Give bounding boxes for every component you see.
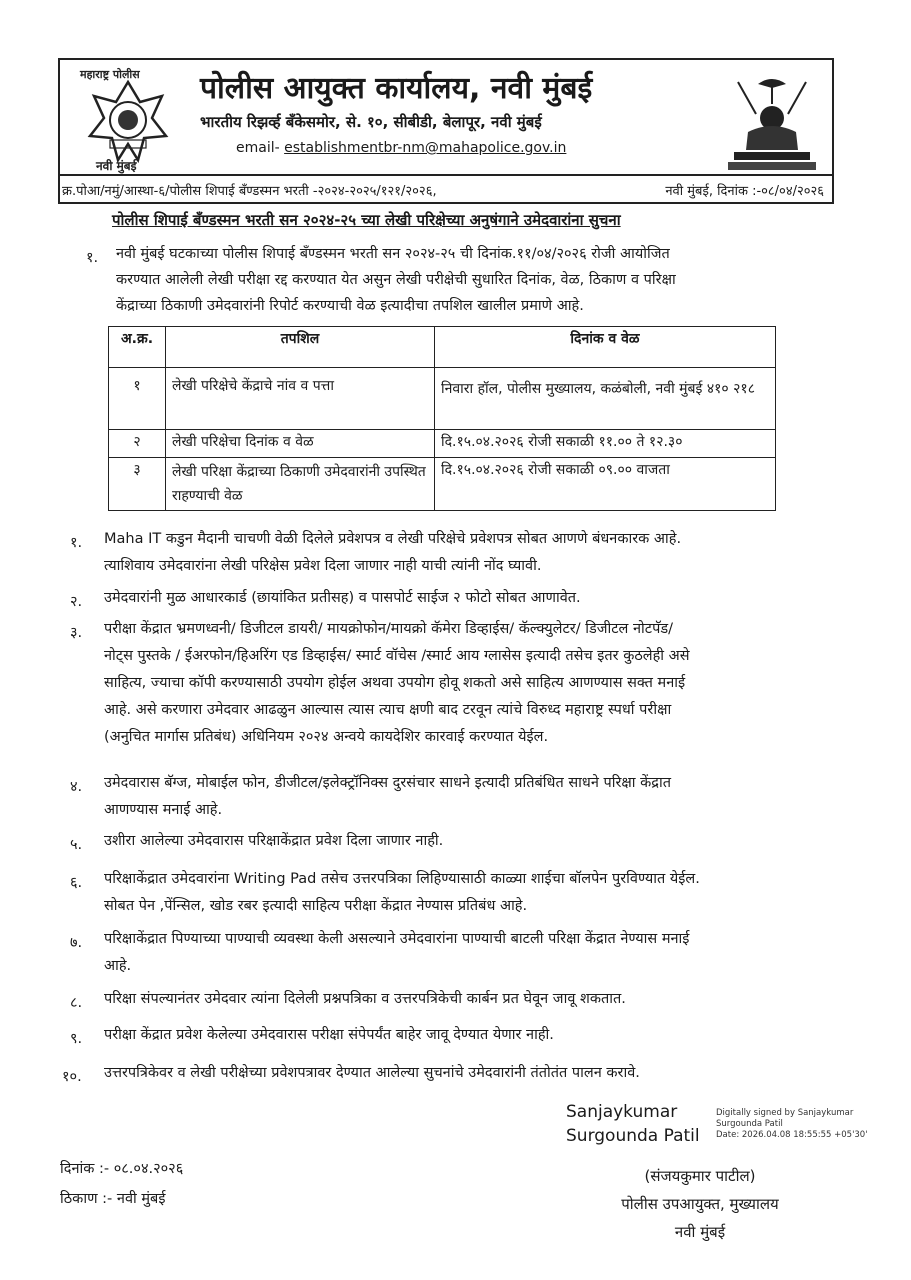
signer-name-line: Sanjaykumar bbox=[566, 1102, 678, 1122]
email-label: email- bbox=[236, 140, 280, 156]
item-number: १०. bbox=[62, 1069, 82, 1085]
list-item bbox=[104, 986, 844, 1013]
police-emblem-logo bbox=[66, 64, 190, 174]
signatory-name: (संजयकुमार पाटील) bbox=[644, 1167, 756, 1185]
intro-line: नवी मुंबई घटकाच्या पोलीस शिपाई बँण्डस्मन भरती सन २०२४-२५ ची दिनांक.११/०४/२०२६ रोजी आयोजित bbox=[116, 246, 670, 262]
item-line: उशीरा आलेल्या उमेदवारास परिक्षाकेंद्रात प्रवेश दिला जाणार नाही. bbox=[104, 833, 444, 849]
table-cell: लेखी परिक्षा केंद्राच्या ठिकाणी उमेदवारांनी उपस्थित राहण्याची वेळ bbox=[166, 458, 435, 511]
intro-line: करण्यात आलेली लेखी परीक्षा रद्द करण्यात येत असुन लेखी परीक्षेची सुधारित दिनांक, वेळ, ठिकाण व परिक्षा bbox=[116, 272, 676, 288]
reference-number: क्र.पोआ/नमुं/आस्था-६/पोलीस शिपाई बँण्डस्मन भरती -२०२४-२०२५/१२१/२०२६, bbox=[62, 184, 437, 199]
list-item bbox=[104, 770, 844, 824]
logo-top-text: महाराष्ट्र पोलीस bbox=[80, 68, 140, 81]
table-row bbox=[109, 430, 776, 458]
table-row bbox=[109, 458, 776, 511]
footer-place: ठिकाण :- नवी मुंबई bbox=[60, 1191, 166, 1207]
signatory-designation: पोलीस उपआयुक्त, मुख्यालय bbox=[621, 1195, 779, 1213]
intro-number: १. bbox=[86, 250, 99, 266]
table-cell: निवारा हॉल, पोलीस मुख्यालय, कळंबोली, नवी मुंबई ४१० २१८ bbox=[435, 368, 776, 430]
signatory-block bbox=[600, 1162, 800, 1246]
reference-line bbox=[58, 176, 834, 204]
signature-detail-line: Surgounda Patil bbox=[716, 1119, 783, 1129]
list-item bbox=[104, 866, 844, 920]
subject-heading: पोलीस शिपाई बँण्डस्मन भरती सन २०२४-२५ च्या लेखी परिक्षेच्या अनुषंगाने उमेदवारांना सुचना bbox=[112, 211, 621, 229]
table-cell: लेखी परिक्षेचे केंद्राचे नांव व पत्ता bbox=[166, 368, 435, 430]
item-line: परिक्षाकेंद्रात उमेदवारांना Writing Pad तसेच उत्तरपत्रिका लिहिण्यासाठी काळ्या शाईचा बॉलपेन पुरविण्यात येईल. bbox=[104, 871, 700, 887]
item-line: उमेदवारास बॅग्ज, मोबाईल फोन, डीजीटल/इलेक्ट्रॉनिक्स दुरसंचार साधने इत्यादी प्रतिबंधित साधने परिक्षा केंद्रात bbox=[104, 775, 672, 791]
logo-bottom-text: नवी मुंबई bbox=[96, 159, 137, 173]
shivaji-emblem-logo bbox=[718, 74, 826, 174]
item-line: सोबत पेन ,पेंन्सिल, खोड रबर इत्यादी साहित्य परीक्षा केंद्रात नेण्यास प्रतिबंध आहे. bbox=[104, 898, 528, 914]
column-header: तपशिल bbox=[166, 327, 435, 368]
footer-date: दिनांक :- ०८.०४.२०२६ bbox=[60, 1161, 184, 1177]
item-line: उत्तरपत्रिकेवर व लेखी परीक्षेच्या प्रवेशपत्रावर देण्यात आलेल्या सुचनांचे उमेदवारांनी तंतोतंत पालन करावे. bbox=[104, 1065, 640, 1081]
table-cell: दि.१५.०४.२०२६ रोजी सकाळी ११.०० ते १२.३० bbox=[435, 430, 776, 458]
item-line: आहे. असे करणारा उमेदवार आढळुन आल्यास त्यास त्याच क्षणी बाद टरवून त्यांचे विरुध्द महाराष्ट्र स्पर्धा परीक्षा bbox=[104, 702, 672, 718]
table-cell: ३ bbox=[109, 458, 166, 511]
item-number: ५. bbox=[70, 837, 83, 853]
item-number: ४. bbox=[70, 779, 83, 795]
item-number: २. bbox=[70, 594, 83, 610]
table-cell: लेखी परिक्षेचा दिनांक व वेळ bbox=[166, 430, 435, 458]
list-item bbox=[104, 926, 844, 980]
list-item bbox=[104, 616, 844, 751]
digital-signature-details bbox=[716, 1108, 868, 1141]
intro-line: केंद्राच्या ठिकाणी उमेदवारांनी रिपोर्ट करण्याची वेळ इत्यादीचा तपशिल खालील प्रमाणे आहे. bbox=[116, 298, 584, 314]
column-header: दिनांक व वेळ bbox=[435, 327, 776, 368]
table-cell: २ bbox=[109, 430, 166, 458]
list-item bbox=[104, 1060, 844, 1087]
item-line: परिक्षाकेंद्रात पिण्याच्या पाण्याची व्यवस्था केली असल्याने उमेदवारांना पाण्याची बाटली परिक्षा केंद्रात नेण्यास मनाई bbox=[104, 931, 690, 947]
intro-paragraph bbox=[116, 241, 836, 319]
table-cell: १ bbox=[109, 368, 166, 430]
item-number: ६. bbox=[70, 875, 83, 891]
exam-schedule-table bbox=[108, 326, 776, 511]
digital-signature-name bbox=[566, 1100, 700, 1148]
item-number: ३. bbox=[70, 625, 83, 641]
reference-date: नवी मुंबई, दिनांक :-०८/०४/२०२६ bbox=[665, 184, 824, 199]
list-item bbox=[104, 526, 844, 580]
office-email bbox=[236, 140, 566, 156]
signature-detail-line: Date: 2026.04.08 18:55:55 +05'30' bbox=[716, 1130, 868, 1140]
list-item bbox=[104, 828, 844, 855]
list-item bbox=[104, 585, 844, 612]
item-line: परिक्षा संपल्यानंतर उमेदवार त्यांना दिलेली प्रश्नपत्रिका व उत्तरपत्रिकेची कार्बन प्रत घेवून जावू शकतात. bbox=[104, 991, 626, 1007]
table-header-row bbox=[109, 327, 776, 368]
item-line: आहे. bbox=[104, 958, 132, 974]
letterhead bbox=[58, 58, 834, 176]
table-cell: दि.१५.०४.२०२६ रोजी सकाळी ०९.०० वाजता bbox=[435, 458, 776, 511]
column-header: अ.क्र. bbox=[109, 327, 166, 368]
signature-detail-line: Digitally signed by Sanjaykumar bbox=[716, 1108, 854, 1118]
email-link[interactable]: establishmentbr-nm@mahapolice.gov.in bbox=[284, 140, 567, 156]
item-line: नोट्स पुस्तके / ईअरफोन/हिअरिंग एड डिव्हाईस/ स्मार्ट वॉचेस /स्मार्ट आय ग्लासेस इत्यादी तसेच इतर कुठलेही असे bbox=[104, 648, 690, 664]
item-line: परीक्षा केंद्रात प्रवेश केलेल्या उमेदवारास परीक्षा संपेपर्यंत बाहेर जावू देण्यात येणार नाही. bbox=[104, 1027, 554, 1043]
item-number: ९. bbox=[70, 1031, 83, 1047]
item-number: ७. bbox=[70, 935, 83, 951]
item-line: (अनुचित मार्गास प्रतिबंध) अधिनियम २०२४ अन्वये कायदेशिर कारवाई करण्यात येईल. bbox=[104, 729, 549, 745]
office-address: भारतीय रिझर्व्ह बँकेसमोर, से. १०, सीबीडी, बेलापूर, नवी मुंबई bbox=[200, 113, 542, 131]
table-row bbox=[109, 368, 776, 430]
item-number: ८. bbox=[70, 995, 83, 1011]
item-line: उमेदवारांनी मुळ आधारकार्ड (छायांकित प्रतीसह) व पासपोर्ट साईज २ फोटो सोबत आणावेत. bbox=[104, 590, 581, 606]
item-line: त्याशिवाय उमेदवारांना लेखी परिक्षेस प्रवेश दिला जाणार नाही याची त्यांनी नोंद घ्यावी. bbox=[104, 558, 542, 574]
item-number: १. bbox=[70, 535, 83, 551]
list-item bbox=[104, 1022, 844, 1049]
signer-name-line: Surgounda Patil bbox=[566, 1126, 700, 1146]
item-line: परीक्षा केंद्रात भ्रमणध्वनी/ डिजीटल डायरी/ मायक्रोफोन/मायक्रो कॅमेरा डिव्हाईस/ कॅल्क्युलेटर/ डिजीटल नोटपॅड/ bbox=[104, 621, 673, 637]
office-title: पोलीस आयुक्त कार्यालय, नवी मुंबई bbox=[200, 71, 593, 106]
item-line: साहित्य, ज्याचा कॉपी करण्यासाठी उपयोग होईल अथवा उपयोग होवू शकतो असे साहित्य आणण्यास सक्त मनाई bbox=[104, 675, 686, 691]
item-line: आणण्यास मनाई आहे. bbox=[104, 802, 223, 818]
signatory-city: नवी मुंबई bbox=[674, 1223, 726, 1241]
item-line: Maha IT कडुन मैदानी चाचणी वेळी दिलेले प्रवेशपत्र व लेखी परिक्षेचे प्रवेशपत्र सोबत आणणे बंधनकारक आहे. bbox=[104, 531, 682, 547]
